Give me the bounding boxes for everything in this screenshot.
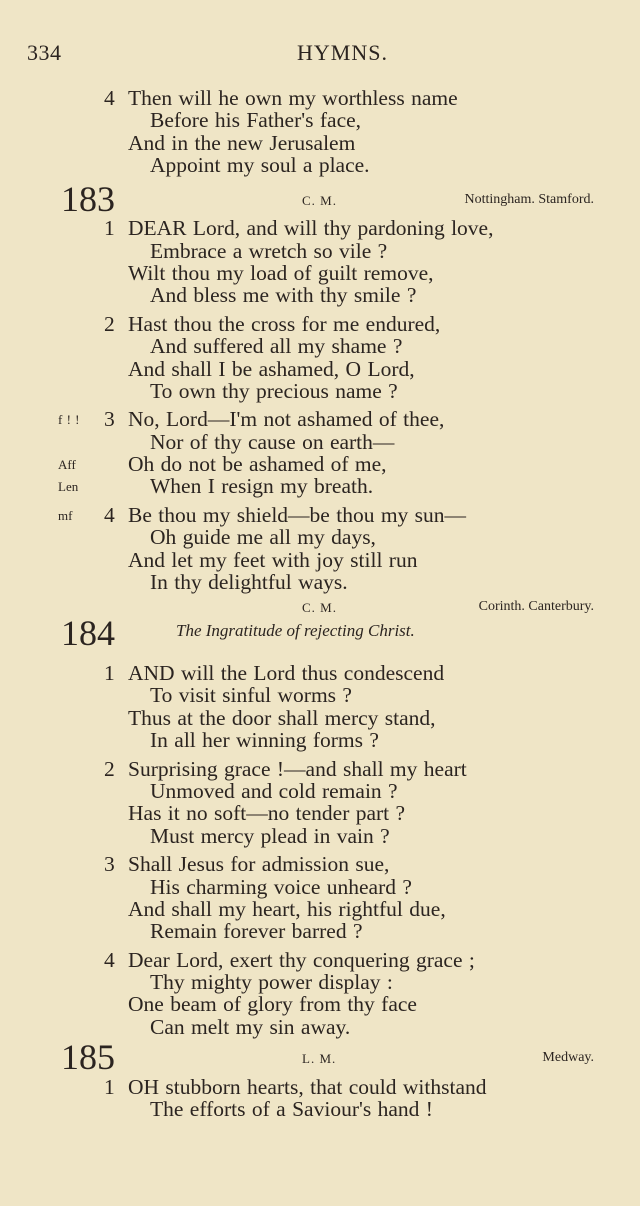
verse-text: Before his Father's face, xyxy=(150,108,362,133)
stanza xyxy=(0,949,640,1039)
verse-text: Wilt thou my load of guilt remove, xyxy=(128,260,434,285)
verse-line xyxy=(0,154,640,176)
verse-line xyxy=(0,876,640,898)
verse-text: The efforts of a Saviour's hand ! xyxy=(150,1097,433,1122)
stanza xyxy=(0,853,640,943)
verse-line xyxy=(0,335,640,357)
verse-text: Can melt my sin away. xyxy=(150,1014,351,1039)
verse-line xyxy=(0,475,640,497)
verse-text: Must mercy plead in vain ? xyxy=(150,823,390,848)
verse-line xyxy=(0,971,640,993)
verse-line xyxy=(0,87,640,109)
verse-line xyxy=(0,408,640,430)
verse-text: Dear Lord, exert thy conquering grace ; xyxy=(128,947,475,972)
verse-text: And shall my heart, his rightful due, xyxy=(128,896,446,921)
running-head: HYMNS. xyxy=(297,40,388,65)
stanza-number: 4 xyxy=(104,947,115,972)
stanza-number: 2 xyxy=(104,311,115,336)
verse-text: Hast thou the cross for me endured, xyxy=(128,311,441,336)
verse-text: Be thou my shield—be thou my sun— xyxy=(128,502,467,527)
verse-line xyxy=(0,920,640,942)
dynamic-marking: f ! ! xyxy=(58,412,80,428)
verse-line xyxy=(0,284,640,306)
stanza-number: 1 xyxy=(104,1074,115,1099)
stanza xyxy=(0,313,640,403)
hymn-header xyxy=(0,593,640,662)
verse-text: When I resign my breath. xyxy=(150,474,374,499)
verse-text: In all her winning forms ? xyxy=(150,728,379,753)
verse-text: Embrace a wretch so vile ? xyxy=(150,238,388,263)
verse-text: To own thy precious name ? xyxy=(150,378,398,403)
hymn-header xyxy=(0,177,640,218)
verse-text: Remain forever barred ? xyxy=(150,919,363,944)
verse-line xyxy=(0,853,640,875)
hymn-meter: C. M. xyxy=(302,600,337,616)
verse-line xyxy=(0,825,640,847)
verse-text: DEAR Lord, and will thy pardoning love, xyxy=(128,216,494,241)
verse-line xyxy=(0,549,640,571)
hymn-meter: C. M. xyxy=(302,192,337,208)
verse-line xyxy=(0,109,640,131)
stanza-number: 1 xyxy=(104,216,115,241)
verse-text: Nor of thy cause on earth— xyxy=(150,429,395,454)
verse-line xyxy=(0,993,640,1015)
verse-line xyxy=(0,262,640,284)
verse-text: Thus at the door shall mercy stand, xyxy=(128,705,436,730)
stanza xyxy=(0,408,640,498)
verse-line xyxy=(0,217,640,239)
verse-line xyxy=(0,949,640,971)
tune-names: Nottingham. Stamford. xyxy=(464,191,594,207)
hymn-header xyxy=(0,1038,640,1076)
stanza xyxy=(0,662,640,752)
stanza xyxy=(0,1076,640,1121)
stanza xyxy=(0,87,640,177)
verse-text: Oh do not be ashamed of me, xyxy=(128,452,387,477)
stanza-number: 1 xyxy=(104,661,115,685)
stanza-number: 4 xyxy=(104,502,115,527)
verse-text: Has it no soft—no tender part ? xyxy=(128,801,406,826)
verse-text: Thy mighty power display : xyxy=(150,970,393,995)
dynamic-marking: mf xyxy=(58,507,73,523)
verse-line xyxy=(0,132,640,154)
hymn-meter: L. M. xyxy=(302,1051,337,1067)
verse-line xyxy=(0,802,640,824)
verse-line xyxy=(0,758,640,780)
stanza xyxy=(0,504,640,594)
tune-names: Corinth. Canterbury. xyxy=(478,599,594,615)
stanza-number: 2 xyxy=(104,756,115,781)
hymn-text-body xyxy=(0,87,640,1121)
verse-text: And suffered all my shame ? xyxy=(150,334,403,359)
verse-text: And in the new Jerusalem xyxy=(128,130,356,155)
verse-text: Appoint my soul a place. xyxy=(150,153,370,178)
verse-text: And let my feet with joy still run xyxy=(128,547,418,572)
verse-line xyxy=(0,1098,640,1120)
stanza-number: 3 xyxy=(104,852,115,877)
page-number: 334 xyxy=(27,40,62,65)
verse-text: One beam of glory from thy face xyxy=(128,992,417,1017)
verse-text: To visit sinful worms ? xyxy=(150,683,352,708)
verse-line xyxy=(0,571,640,593)
hymn-number: 185 xyxy=(61,1037,115,1078)
verse-line xyxy=(0,684,640,706)
verse-line xyxy=(0,526,640,548)
verse-line xyxy=(0,662,640,684)
verse-line xyxy=(0,431,640,453)
verse-line xyxy=(0,313,640,335)
verse-text: Surprising grace !—and shall my heart xyxy=(128,756,467,781)
hymn-subtitle: The Ingratitude of rejecting Christ. xyxy=(176,621,415,641)
dynamic-marking: Aff xyxy=(58,457,76,473)
verse-line xyxy=(0,358,640,380)
dynamic-marking: Len xyxy=(58,479,79,495)
verse-line xyxy=(0,380,640,402)
verse-line xyxy=(0,729,640,751)
verse-line xyxy=(0,1076,640,1098)
verse-text: Shall Jesus for admission sue, xyxy=(128,852,390,877)
verse-line xyxy=(0,453,640,475)
verse-line xyxy=(0,1016,640,1038)
verse-text: AND will the Lord thus condescend xyxy=(128,661,445,685)
verse-text: Then will he own my worthless name xyxy=(128,86,458,110)
hymn-number: 184 xyxy=(61,613,115,654)
tune-names: Medway. xyxy=(542,1050,594,1066)
hymn-number: 183 xyxy=(61,178,115,219)
stanza-number: 3 xyxy=(104,407,115,432)
stanza xyxy=(0,758,640,848)
stanza xyxy=(0,217,640,307)
verse-text: No, Lord—I'm not ashamed of thee, xyxy=(128,407,445,432)
verse-line xyxy=(0,707,640,729)
verse-text: Unmoved and cold remain ? xyxy=(150,778,398,803)
verse-line xyxy=(0,898,640,920)
stanza-number: 4 xyxy=(104,86,115,110)
verse-text: His charming voice unheard ? xyxy=(150,874,412,899)
verse-text: And bless me with thy smile ? xyxy=(150,283,417,308)
verse-line xyxy=(0,240,640,262)
page-header xyxy=(0,40,640,72)
verse-text: OH stubborn hearts, that could withstand xyxy=(128,1074,487,1099)
verse-text: Oh guide me all my days, xyxy=(150,525,376,550)
verse-line xyxy=(0,504,640,526)
verse-text: In thy delightful ways. xyxy=(150,570,348,595)
verse-line xyxy=(0,780,640,802)
verse-text: And shall I be ashamed, O Lord, xyxy=(128,356,415,381)
